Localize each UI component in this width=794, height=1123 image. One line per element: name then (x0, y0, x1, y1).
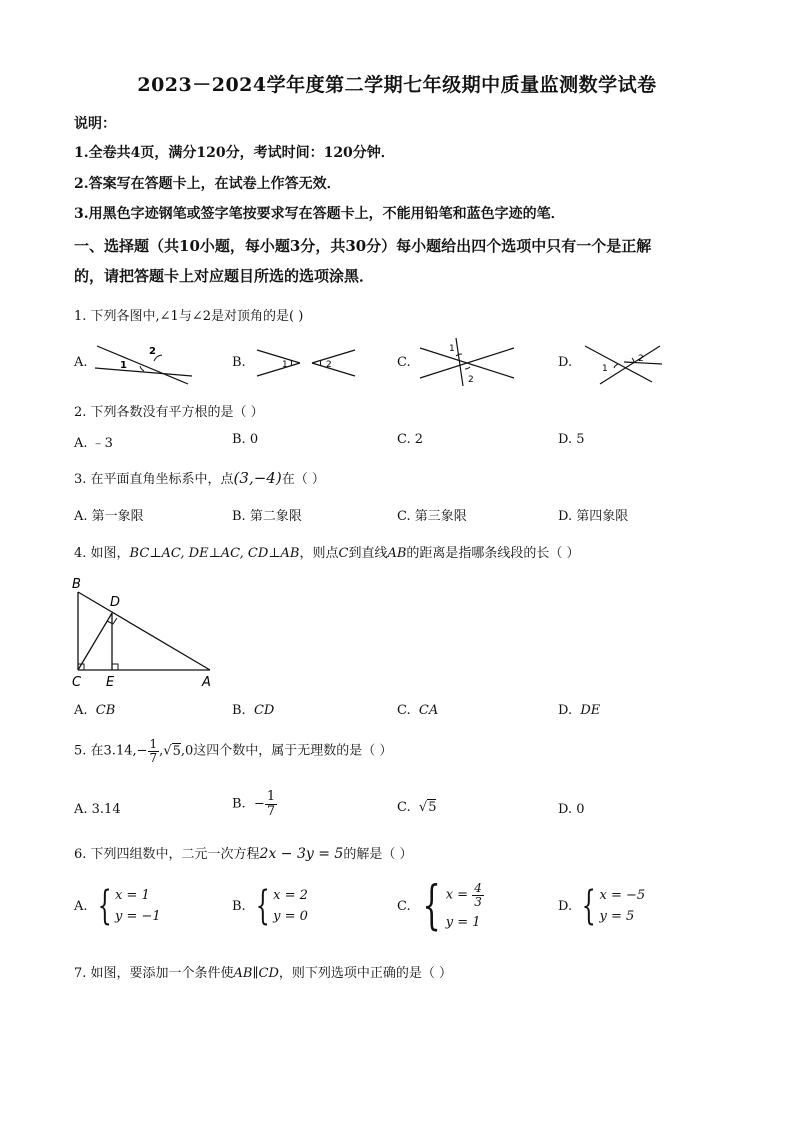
q3-option-a: A. 第一象限 (74, 509, 144, 524)
q1-figure-d (582, 340, 664, 386)
q7-stem: 7. 如图，要添加一个条件使AB∥CD，则下列选项中正确的是（ ） (74, 966, 453, 981)
q4-option-a: A. CB (74, 703, 116, 718)
q4-option-b: B. CD (232, 703, 275, 718)
section1-line2: 的，请把答题卡上对应题目所选的选项涂黑． (74, 267, 375, 285)
notes-heading: 说明： (74, 116, 116, 132)
q1a-angle-1: 1 (120, 360, 127, 371)
q3-option-c: C. 第三象限 (397, 509, 467, 524)
q1-figure-a (92, 340, 197, 390)
q1-figure-c (418, 336, 518, 388)
q1b-angle-2: 2 (326, 360, 332, 370)
q2-option-c: C. 2 (397, 432, 424, 447)
note-1: 1.全卷共4页，满分120分，考试时间：120分钟． (74, 145, 395, 161)
q1d-angle-1: 1 (602, 364, 608, 374)
q1-figure-b (255, 345, 360, 380)
q2-option-a: A. ﹣3 (74, 436, 113, 451)
note-2: 2.答案写在答题卡上，在试卷上作答无效． (74, 176, 341, 192)
q4-label-c: C (72, 675, 82, 690)
q5-option-d: D. 0 (558, 802, 585, 817)
q4-figure (66, 574, 216, 694)
q3-option-d: D. 第四象限 (558, 509, 629, 524)
q4-option-d: D. DE (558, 703, 601, 718)
note-3: 3.用黑色字迹钢笔或签字笔按要求写在答题卡上，不能用铅笔和蓝色字迹的笔． (74, 206, 565, 222)
q5-stem: 5. 在3.14,− $\frac{1}{7}$ ,√5,0这四个数中，属于无理数的是（ ） (74, 737, 393, 765)
q5-fraction: $\frac{1}{7}$ (149, 737, 158, 765)
q4-label-b: B (72, 577, 81, 592)
q1b-angle-1: 1 (282, 360, 288, 370)
q1-stem: 1. 下列各图中,∠1与∠2是对顶角的是( ) (74, 309, 304, 324)
q6-option-a: A. { x = 1 y = −1 (74, 883, 161, 929)
q4-stem: 4. 如图，BC⊥AC, DE⊥AC, CD⊥AB，则点C到直线AB的距离是指哪条线段的长（ ） (74, 546, 580, 561)
q1-option-b-label: B. (232, 355, 246, 370)
q1-option-a-label: A. (74, 355, 88, 370)
q6-option-c: C. { x = $\frac{4}{3}$ y = 1 (397, 876, 482, 936)
q6-option-b: B. { x = 2 y = 0 (232, 883, 308, 929)
q3-stem: 3. 在平面直角坐标系中，点(3,−4)在（ ） (74, 469, 325, 487)
q1c-angle-2: 2 (468, 375, 474, 385)
q6-option-d: D. { x = −5 y = 5 (558, 883, 646, 929)
q6-stem: 6. 下列四组数中，二元一次方程2x − 3y = 5的解是（ ） (74, 846, 413, 862)
q2-stem: 2. 下列各数没有平方根的是（ ） (74, 405, 264, 420)
q4-option-c: C. CA (397, 703, 439, 718)
q1d-angle-2: 2 (638, 354, 644, 364)
q4-label-d: D (110, 595, 121, 610)
section1-line1: 一、选择题（共10小题，每小题3分，共30分）每小题给出四个选项中只有一个是正解 (74, 237, 652, 255)
q1-option-d-label: D. (558, 355, 573, 370)
q2-option-d: D. 5 (558, 432, 585, 447)
q6-equation: 2x − 3y = 5 (259, 846, 344, 862)
q5-option-c: C. √5 (397, 800, 437, 815)
page-title: 2023－2024学年度第二学期七年级期中质量监测数学试卷 (137, 74, 657, 96)
q4-label-e: E (106, 675, 115, 690)
q1-option-c-label: C. (397, 355, 411, 370)
q3-option-b: B. 第二象限 (232, 509, 302, 524)
q5-option-a: A. 3.14 (74, 802, 121, 817)
q3-point: (3,−4) (233, 469, 282, 487)
q1a-angle-2: 2 (149, 346, 156, 357)
q4-label-a: A (202, 675, 211, 690)
q2-option-b: B. 0 (232, 432, 259, 447)
q4-conditions: BC⊥AC, DE⊥AC, CD⊥AB (129, 546, 300, 561)
q1c-angle-1: 1 (449, 344, 455, 354)
q7-parallel: AB∥CD (233, 966, 279, 981)
q5-option-b: B. − $\frac{1}{7}$ (232, 789, 276, 819)
